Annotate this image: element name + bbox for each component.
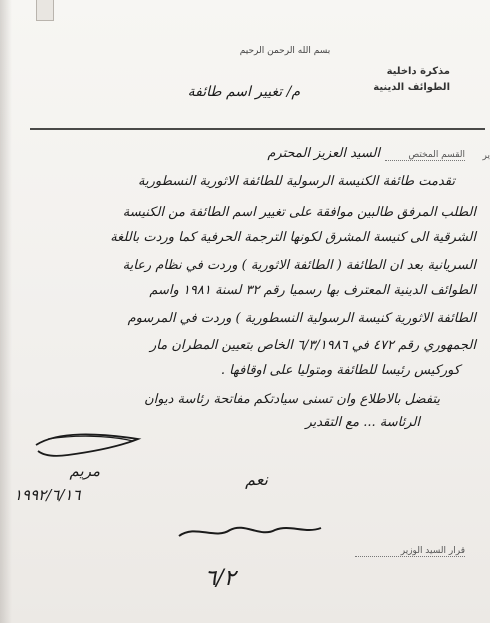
- body-line-5: الطوائف الدينية المعترف بها رسميا رقم ٣٢ لسنة ١٩٨١ واسم: [149, 283, 476, 298]
- body-line-4: السريانية بعد ان الطائفة ( الطائفة الاثورية ) وردت في نظام رعاية: [122, 258, 476, 273]
- approval-flourish: [175, 518, 325, 546]
- signature-name: مريم: [69, 462, 100, 480]
- body-line-6: الطائفة الاثورية كنيسة الرسولية النسطورية ) وردت في المرسوم: [127, 311, 476, 326]
- margin-stub: ير: [482, 151, 490, 161]
- binding-clip: [36, 0, 54, 21]
- body-line-9: يتفضل بالاطلاع وان تسنى سيادتكم مفاتحة رئاسة ديوان: [144, 392, 440, 407]
- body-line-8: كوركيس رئيسا للطائفة ومتوليا على اوقافها .: [220, 363, 460, 378]
- decision-label: قرار السيد الوزير: [355, 546, 465, 557]
- basmala: بسم الله الرحمن الرحيم: [239, 46, 331, 56]
- subject-line: م/ تغيير اسم طائفة: [187, 84, 300, 100]
- approval-mark: نعم: [245, 470, 268, 489]
- body-line-7: الجمهوري رقم ٤٧٢ في ٦/٣/١٩٨٦ الخاص بتعيين المطران مار: [149, 338, 476, 353]
- memo-type: مذكرة داخلية: [386, 66, 450, 77]
- body-line-2: الطلب المرفق طالبين موافقة على تغيير اسم الطائفة من الكنيسة: [122, 205, 476, 220]
- body-line-10: الرئاسة ... مع التقدير: [305, 415, 420, 430]
- decision-mark: ٦/٢: [204, 566, 236, 591]
- body-line-3: الشرقية الى كنيسة المشرق لكونها الترجمة الحرفية كما وردت باللغة: [110, 230, 476, 245]
- signature-scribble: [28, 425, 148, 461]
- signature-date: ١٩٩٢/٦/١٦: [14, 486, 81, 504]
- section-label: القسم المختص: [385, 150, 465, 161]
- header-divider: [30, 128, 485, 130]
- page-shadow: [0, 0, 12, 623]
- body-line-1: تقدمت طائفة الكنيسة الرسولية للطائفة الاثورية النسطورية: [137, 174, 455, 189]
- salutation: السيد العزيز المحترم: [267, 146, 380, 161]
- department: الطوائف الدينية: [373, 82, 450, 93]
